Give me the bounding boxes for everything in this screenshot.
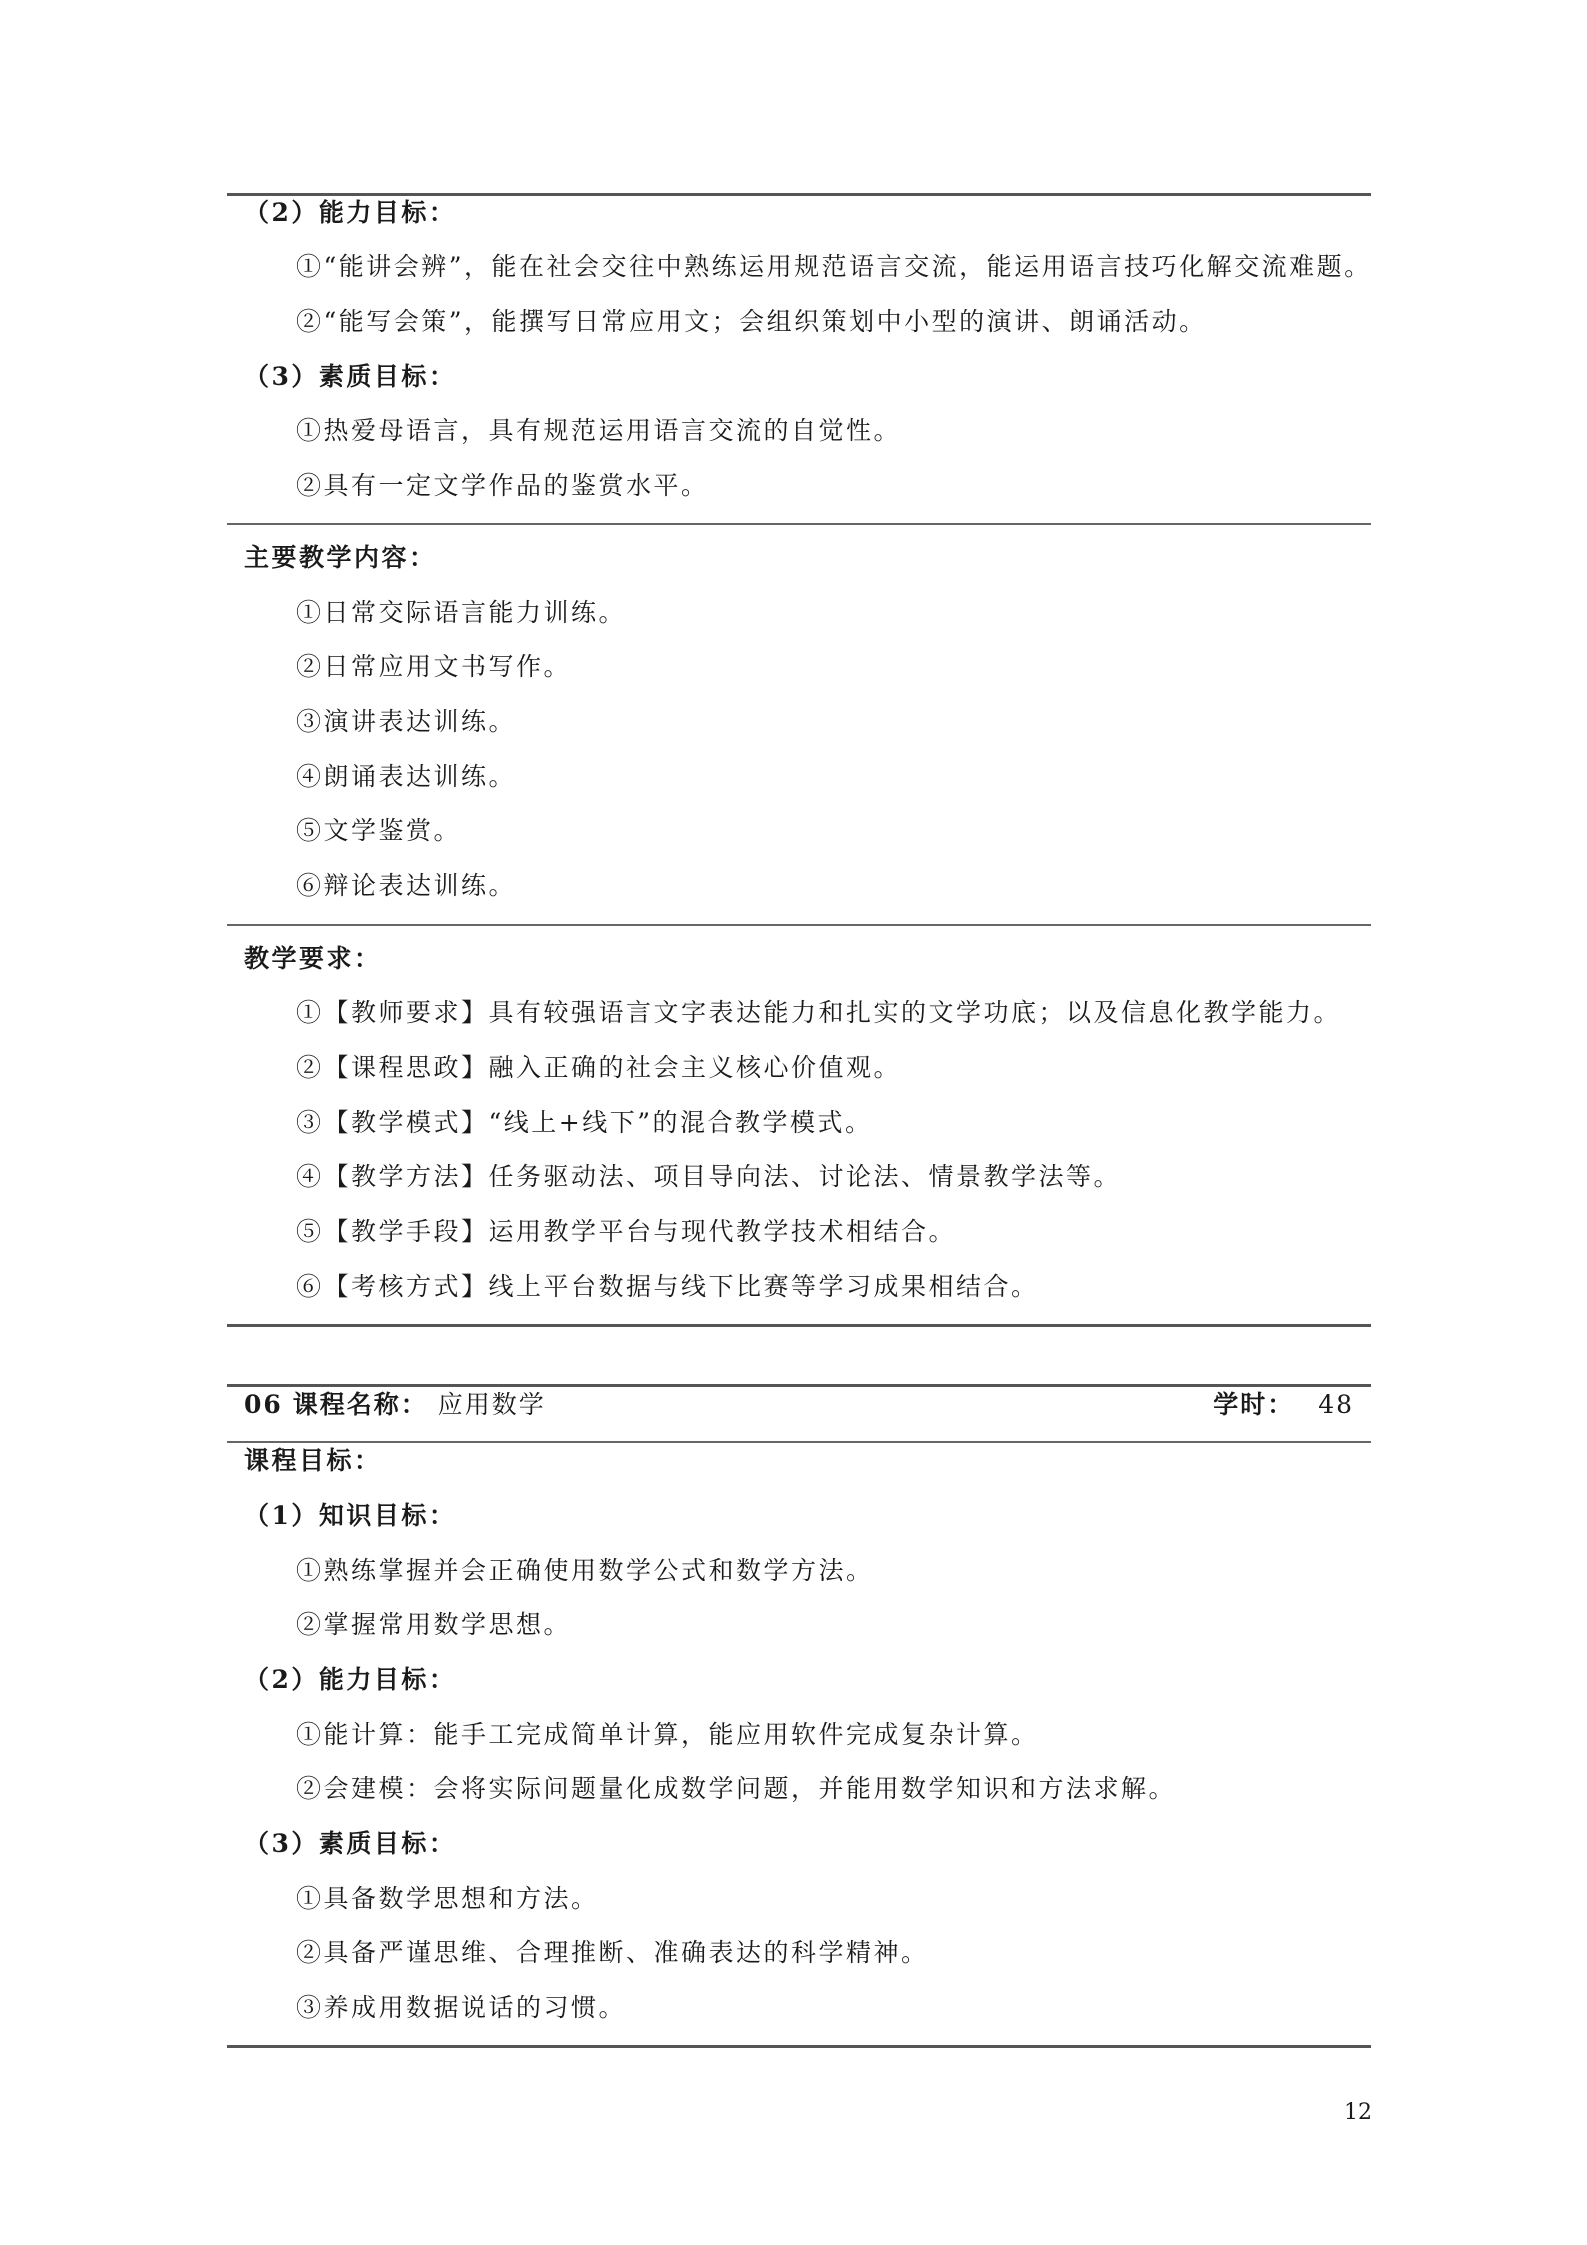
course-goals-heading: 课程目标：	[244, 1446, 382, 1475]
ability-goal-item: ②会建模：会将实际问题量化成数学问题，并能用数学知识和方法求解。	[296, 1774, 1177, 1803]
teaching-requirement-item: ②【课程思政】融入正确的社会主义核心价值观。	[296, 1053, 902, 1082]
course-name-cell	[244, 1390, 546, 1420]
ability-goal-item: ①能计算：能手工完成简单计算，能应用软件完成复杂计算。	[296, 1720, 1039, 1749]
section-divider	[227, 924, 1371, 926]
table-bottom-rule	[227, 1324, 1371, 1327]
page-number: 12	[1344, 2100, 1372, 2125]
course-name: 应用数学	[437, 1390, 546, 1419]
ability-goals-heading: （2）能力目标：	[244, 198, 457, 227]
ability-goals-heading: （2）能力目标：	[244, 1665, 457, 1694]
quality-goal-item: ①具备数学思想和方法。	[296, 1884, 599, 1913]
course-number: 06	[244, 1390, 283, 1419]
teaching-content-item: ⑥辩论表达训练。	[296, 871, 517, 900]
quality-goals-heading: （3）素质目标：	[244, 362, 457, 391]
table-top-rule	[227, 1384, 1371, 1387]
teaching-requirement-item: ⑥【考核方式】线上平台数据与线下比赛等学习成果相结合。	[296, 1272, 1039, 1301]
teaching-requirement-item: ③【教学模式】“线上+线下”的混合教学模式。	[296, 1108, 873, 1137]
header-divider	[227, 1441, 1371, 1443]
course-hours-cell	[1213, 1390, 1354, 1420]
course-hours-label: 学时：	[1213, 1390, 1295, 1419]
quality-goals-heading: （3）素质目标：	[244, 1829, 457, 1858]
ability-goal-item: ①“能讲会辨”，能在社会交往中熟练运用规范语言交流，能运用语言技巧化解交流难题。	[296, 252, 1372, 281]
quality-goal-item: ②具有一定文学作品的鉴赏水平。	[296, 471, 709, 500]
ability-goal-item: ②“能写会策”，能撰写日常应用文；会组织策划中小型的演讲、朗诵活动。	[296, 307, 1207, 336]
teaching-requirements-heading: 教学要求：	[244, 944, 382, 973]
teaching-content-item: ②日常应用文书写作。	[296, 652, 572, 681]
course-header-row	[244, 1390, 1354, 1420]
course-hours: 48	[1318, 1390, 1354, 1419]
teaching-content-item: ③演讲表达训练。	[296, 707, 517, 736]
quality-goal-item: ③养成用数据说话的习惯。	[296, 1993, 627, 2022]
teaching-content-item: ⑤文学鉴赏。	[296, 816, 462, 845]
teaching-requirement-item: ①【教师要求】具有较强语言文字表达能力和扎实的文学功底；以及信息化教学能力。	[296, 998, 1342, 1027]
teaching-content-item: ④朗诵表达训练。	[296, 762, 517, 791]
teaching-requirement-item: ⑤【教学手段】运用教学平台与现代教学技术相结合。	[296, 1217, 957, 1246]
teaching-content-item: ①日常交际语言能力训练。	[296, 598, 627, 627]
teaching-requirement-item: ④【教学方法】任务驱动法、项目导向法、讨论法、情景教学法等。	[296, 1162, 1122, 1191]
knowledge-goal-item: ②掌握常用数学思想。	[296, 1610, 572, 1639]
course-name-label: 课程名称：	[292, 1390, 428, 1419]
top-rule	[227, 193, 1371, 196]
quality-goal-item: ①热爱母语言，具有规范运用语言交流的自觉性。	[296, 416, 902, 445]
knowledge-goal-item: ①熟练掌握并会正确使用数学公式和数学方法。	[296, 1556, 874, 1585]
teaching-content-heading: 主要教学内容：	[244, 543, 437, 572]
table-bottom-rule	[227, 2045, 1371, 2048]
section-divider	[227, 523, 1371, 525]
knowledge-goals-heading: （1）知识目标：	[244, 1501, 457, 1530]
quality-goal-item: ②具备严谨思维、合理推断、准确表达的科学精神。	[296, 1938, 929, 1967]
